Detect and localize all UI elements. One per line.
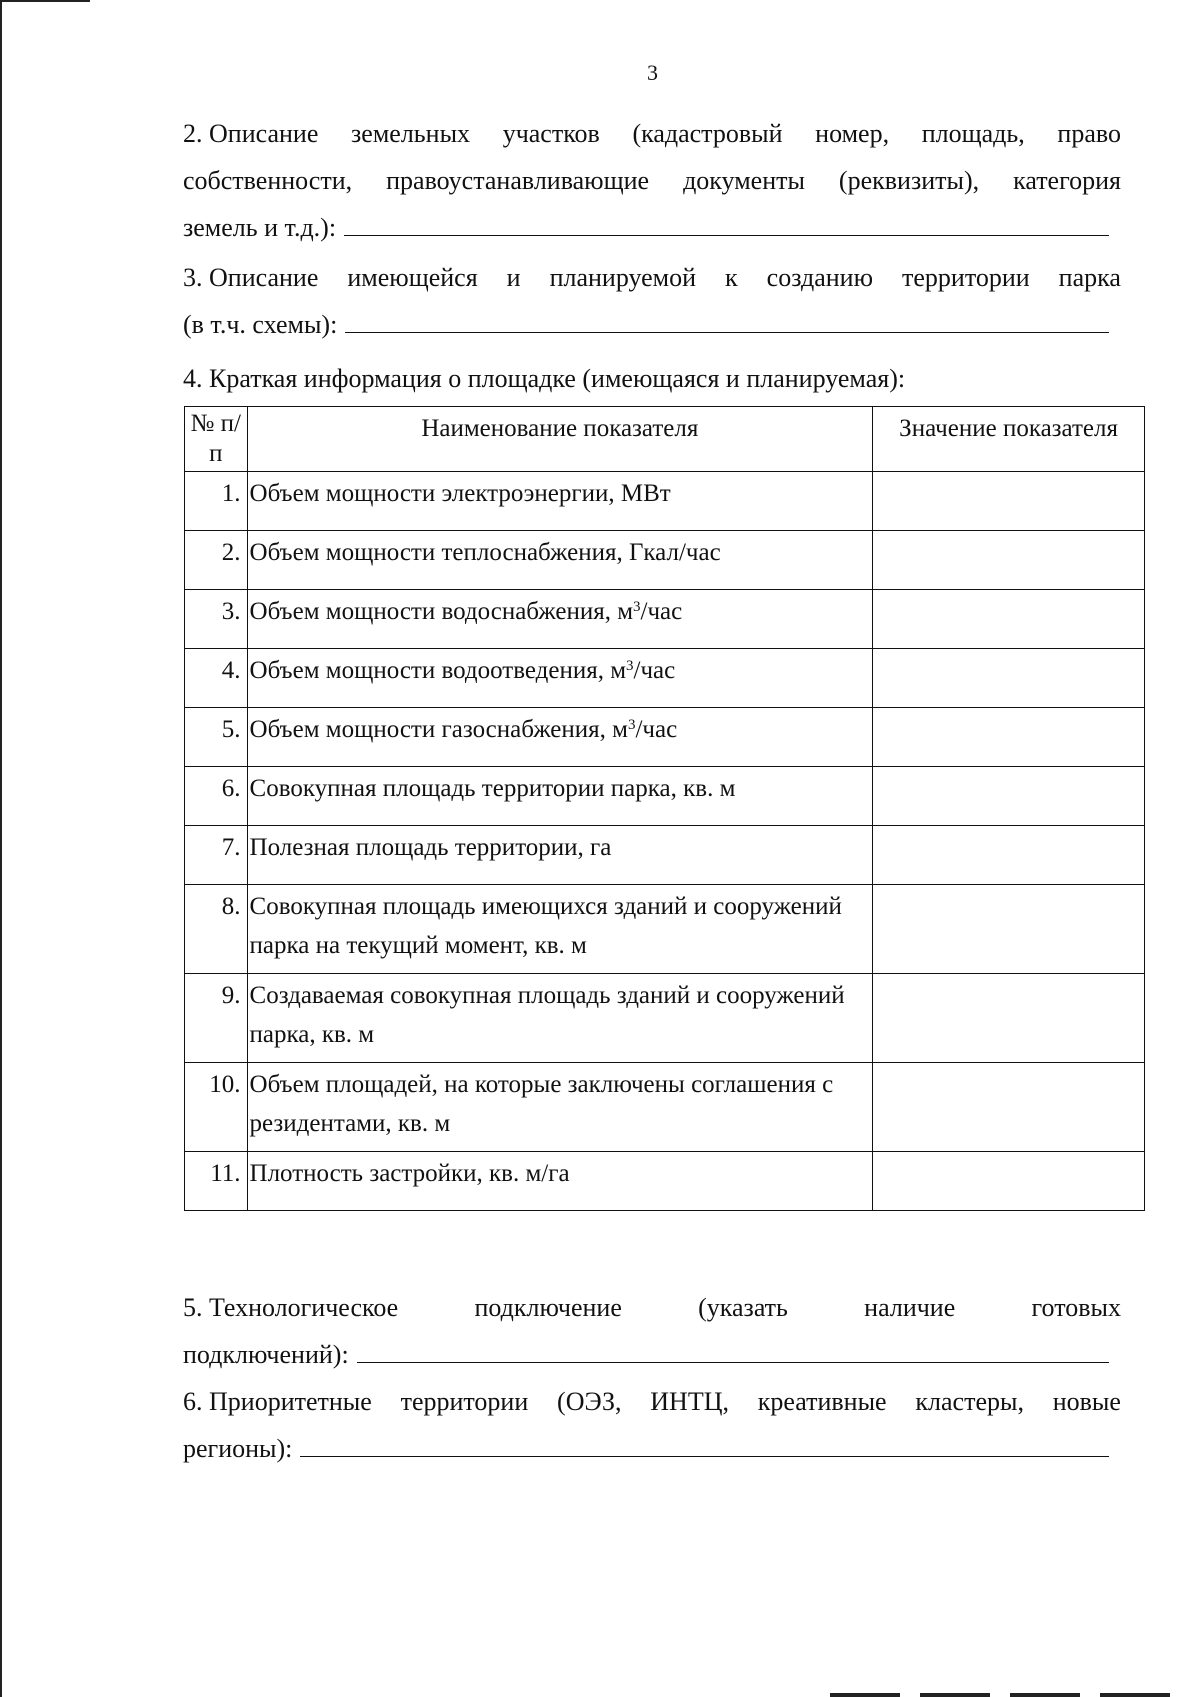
indicator-value-cell[interactable] — [873, 974, 1145, 1063]
indicator-name: Плотность застройки, кв. м/га — [247, 1152, 873, 1211]
section-2-line-1-word: 2. Описание — [183, 119, 319, 148]
section-5-line-1-word: наличие — [864, 1293, 956, 1322]
section-5-line-1-word: (указать — [698, 1293, 788, 1322]
indicator-name-text: Объем мощности водоснабжения, м — [249, 598, 634, 625]
row-number: 4. — [185, 649, 248, 708]
section-3-line-1-word: созданию — [766, 263, 874, 292]
section-6-line-1-word: территории — [400, 1387, 529, 1416]
header-num: № п/п — [185, 407, 248, 472]
table-row — [185, 531, 1145, 590]
indicator-name — [247, 649, 873, 708]
section-5-line-1-word: готовых — [1031, 1293, 1121, 1322]
indicator-name — [247, 708, 873, 767]
territory-description-field[interactable] — [345, 302, 1109, 333]
section-3-line-2 — [183, 301, 1121, 348]
page-top-edge — [0, 0, 90, 2]
indicator-value-cell[interactable] — [873, 885, 1145, 974]
section-2-line-2-word: правоустанавливающие — [386, 166, 650, 195]
section-3-line-1 — [183, 254, 1121, 301]
indicator-value-cell[interactable] — [873, 590, 1145, 649]
indicator-value-cell[interactable] — [873, 531, 1145, 590]
section-3-line-1-word: территории — [902, 263, 1030, 292]
land-plots-description-field[interactable] — [344, 205, 1109, 236]
indicator-name: Объем мощности электроэнергии, МВт — [247, 472, 873, 531]
indicator-name: Совокупная площадь имеющихся зданий и сооружений парка на текущий момент, кв. м — [247, 885, 873, 974]
section-5-line-1 — [183, 1284, 1121, 1331]
indicator-value-cell[interactable] — [873, 767, 1145, 826]
section-3-line-1-word: 3. Описание — [183, 263, 319, 292]
table-header-row — [185, 407, 1145, 472]
section-2-line-2 — [183, 157, 1121, 204]
indicator-value-cell[interactable] — [873, 1152, 1145, 1211]
section-6-line-1-word: новые — [1052, 1387, 1121, 1416]
indicator-unit-suffix: /час — [635, 716, 678, 743]
row-number: 10. — [185, 1063, 248, 1152]
table-row — [185, 826, 1145, 885]
indicator-value-cell[interactable] — [873, 826, 1145, 885]
indicator-name: Объем мощности теплоснабжения, Гкал/час — [247, 531, 873, 590]
table-row — [185, 708, 1145, 767]
section-6-priority-territories — [183, 1378, 1121, 1472]
header-indicator-value: Значение показателя — [873, 407, 1145, 472]
table-row — [185, 1152, 1145, 1211]
section-5-line-1-word: 5. Технологическое — [183, 1293, 399, 1322]
indicator-unit-suffix: /час — [640, 598, 683, 625]
section-3-line-1-word: имеющейся — [347, 263, 478, 292]
unit-exponent: 3 — [627, 717, 636, 733]
section-5-tech-connection — [183, 1284, 1121, 1378]
section-3-line-1-word: планируемой — [549, 263, 697, 292]
indicator-name: Полезная площадь территории, га — [247, 826, 873, 885]
row-number: 5. — [185, 708, 248, 767]
indicator-name-text: Объем мощности водоотведения, м — [249, 657, 627, 684]
indicator-value-cell[interactable] — [873, 1063, 1145, 1152]
section-6-line-2 — [183, 1425, 1121, 1472]
table-row — [185, 767, 1145, 826]
row-number: 6. — [185, 767, 248, 826]
unit-exponent: 3 — [626, 658, 634, 674]
row-number: 8. — [185, 885, 248, 974]
section-6-line-1-word: 6. Приоритетные — [183, 1387, 372, 1416]
section-5-label-end: подключений): — [183, 1340, 349, 1369]
table-row — [185, 974, 1145, 1063]
section-2-line-1-word: участков — [502, 119, 600, 148]
section-2-line-2-word: документы — [683, 166, 805, 195]
section-6-line-1-word: креативные — [757, 1387, 887, 1416]
section-2-line-1-word: право — [1057, 119, 1121, 148]
row-number: 1. — [185, 472, 248, 531]
section-2-line-2-word: (реквизиты), — [838, 166, 980, 195]
indicator-name-text: Объем мощности газоснабжения, м — [249, 716, 628, 743]
table-row — [185, 649, 1145, 708]
section-2-line-1-word: номер, — [815, 119, 890, 148]
section-2-line-2-word: собственности, — [183, 166, 353, 195]
table-row — [185, 590, 1145, 649]
section-6-line-1-word: ИНТЦ, — [650, 1387, 729, 1416]
section-4-heading: 4. Краткая информация о площадке (имеющаяся и планируемая): — [183, 364, 906, 393]
section-5-line-2 — [183, 1331, 1121, 1378]
indicator-name: Создаваемая совокупная площадь зданий и сооружений парка, кв. м — [247, 974, 873, 1063]
header-indicator-name: Наименование показателя — [247, 407, 873, 472]
indicator-name: Совокупная площадь территории парка, кв. м — [247, 767, 873, 826]
tech-connection-field[interactable] — [357, 1332, 1109, 1363]
site-indicators-table — [184, 406, 1145, 1211]
page-left-edge — [0, 0, 2, 1697]
section-4 — [183, 355, 1121, 402]
section-6-label-end: регионы): — [183, 1434, 293, 1463]
section-2-line-1 — [183, 110, 1121, 157]
section-6-line-1-word: (ОЭЗ, — [557, 1387, 622, 1416]
section-2-line-1-word: земельных — [351, 119, 471, 148]
row-number: 11. — [185, 1152, 248, 1211]
section-3-line-1-word: парка — [1058, 263, 1121, 292]
section-2-land-plots — [183, 110, 1121, 251]
indicator-value-cell[interactable] — [873, 472, 1145, 531]
row-number: 2. — [185, 531, 248, 590]
row-number: 9. — [185, 974, 248, 1063]
scan-bottom-mark — [830, 1693, 1190, 1697]
section-3-territory — [183, 254, 1121, 348]
section-3-line-1-word: к — [725, 263, 738, 292]
section-3-label-end: (в т.ч. схемы): — [183, 310, 338, 339]
row-number: 3. — [185, 590, 248, 649]
table-row — [185, 885, 1145, 974]
section-5-line-1-word: подключение — [474, 1293, 622, 1322]
indicator-name — [247, 590, 873, 649]
priority-territories-field[interactable] — [300, 1426, 1109, 1457]
section-2-line-2-word: категория — [1013, 166, 1121, 195]
unit-exponent: 3 — [633, 599, 641, 615]
indicator-value-cell[interactable] — [873, 649, 1145, 708]
row-number: 7. — [185, 826, 248, 885]
indicator-unit-suffix: /час — [633, 657, 676, 684]
page-number: 3 — [647, 60, 658, 85]
section-2-line-1-word: площадь, — [921, 119, 1025, 148]
section-2-label-end: земель и т.д.): — [183, 213, 337, 242]
section-6-line-1 — [183, 1378, 1121, 1425]
section-3-line-1-word: и — [506, 263, 521, 292]
section-2-line-3 — [183, 204, 1121, 251]
indicator-name: Объем площадей, на которые заключены соглашения с резидентами, кв. м — [247, 1063, 873, 1152]
table-row — [185, 472, 1145, 531]
indicator-value-cell[interactable] — [873, 708, 1145, 767]
table-row — [185, 1063, 1145, 1152]
section-6-line-1-word: кластеры, — [915, 1387, 1024, 1416]
section-2-line-1-word: (кадастровый — [632, 119, 783, 148]
